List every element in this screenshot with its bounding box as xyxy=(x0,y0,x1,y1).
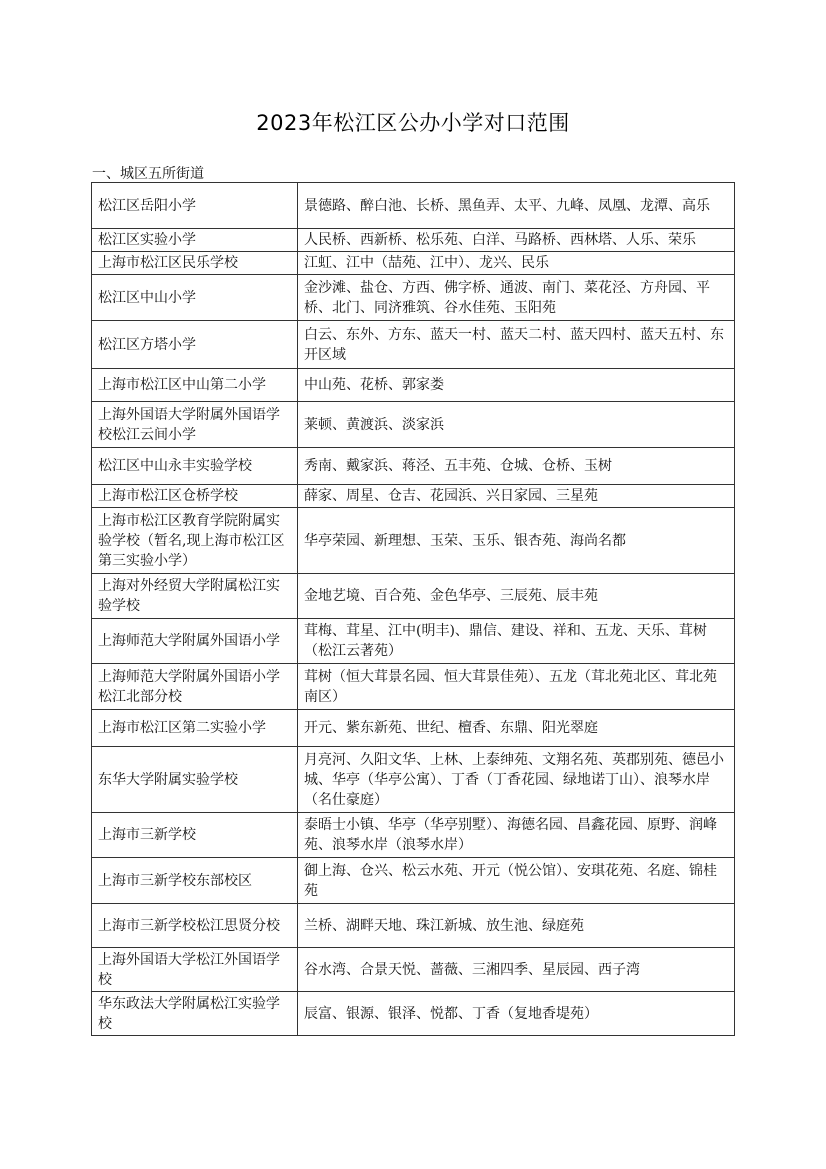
table-row xyxy=(92,904,735,948)
table-row xyxy=(92,229,735,252)
scope-cell: 谷水湾、合景天悦、蔷薇、三湘四季、星辰园、西子湾 xyxy=(298,948,735,992)
enrollment-scope-table xyxy=(91,182,735,1036)
scope-cell: 景德路、醉白池、长桥、黑鱼弄、太平、九峰、凤凰、龙潭、高乐 xyxy=(298,183,735,229)
table-row xyxy=(92,747,735,813)
school-cell: 松江区实验小学 xyxy=(92,229,298,252)
scope-cell: 茸梅、茸星、江中(明丰)、鼎信、建设、祥和、五龙、天乐、茸树（松江云著苑） xyxy=(298,619,735,664)
school-cell: 上海市三新学校东部校区 xyxy=(92,858,298,904)
scope-cell: 莱顿、黄渡浜、淡家浜 xyxy=(298,402,735,448)
school-cell: 上海市松江区中山第二小学 xyxy=(92,369,298,402)
table-row xyxy=(92,710,735,747)
table-row xyxy=(92,183,735,229)
school-cell: 松江区岳阳小学 xyxy=(92,183,298,229)
scope-cell: 中山苑、花桥、郭家娄 xyxy=(298,369,735,402)
table-row xyxy=(92,574,735,619)
scope-cell: 月亮河、久阳文华、上林、上泰绅苑、文翔名苑、英郡别苑、德邑小城、华亭（华亭公寓）、丁香（丁香花园、绿地诺丁山）、浪琴水岸（名仕豪庭） xyxy=(298,747,735,813)
scope-cell: 华亭荣园、新理想、玉荣、玉乐、银杏苑、海尚名都 xyxy=(298,508,735,574)
table-row xyxy=(92,402,735,448)
school-cell: 上海外国语大学附属外国语学校松江云间小学 xyxy=(92,402,298,448)
school-cell: 松江区中山永丰实验学校 xyxy=(92,448,298,485)
scope-cell: 辰富、银源、银泽、悦都、丁香（复地香堤苑） xyxy=(298,992,735,1036)
table-row xyxy=(92,275,735,321)
table-row xyxy=(92,252,735,275)
scope-cell: 金沙滩、盐仓、方西、佛字桥、通波、南门、菜花泾、方舟园、平桥、北门、同济雅筑、谷水佳苑、玉阳苑 xyxy=(298,275,735,321)
page-title: 2023年松江区公办小学对口范围 xyxy=(256,111,570,135)
scope-cell: 金地艺境、百合苑、金色华亭、三辰苑、辰丰苑 xyxy=(298,574,735,619)
scope-cell: 开元、紫东新苑、世纪、檀香、东鼎、阳光翠庭 xyxy=(298,710,735,747)
school-cell: 上海市松江区仓桥学校 xyxy=(92,485,298,508)
scope-cell: 秀南、戴家浜、蒋泾、五丰苑、仓城、仓桥、玉树 xyxy=(298,448,735,485)
table-row xyxy=(92,664,735,710)
scope-cell: 泰晤士小镇、华亭（华亭别墅）、海德名园、昌鑫花园、原野、润峰苑、浪琴水岸（浪琴水岸） xyxy=(298,813,735,858)
school-cell: 上海市松江区第二实验小学 xyxy=(92,710,298,747)
school-cell: 上海市松江区教育学院附属实验学校（暂名,现上海市松江区第三实验小学） xyxy=(92,508,298,574)
school-cell: 上海市三新学校松江思贤分校 xyxy=(92,904,298,948)
table-row xyxy=(92,619,735,664)
table-row xyxy=(92,858,735,904)
school-cell: 上海对外经贸大学附属松江实验学校 xyxy=(92,574,298,619)
scope-cell: 茸树（恒大茸景名园、恒大茸景佳苑）、五龙（茸北苑北区、茸北苑南区） xyxy=(298,664,735,710)
scope-cell: 御上海、仓兴、松云水苑、开元（悦公馆）、安琪花苑、名庭、锦桂苑 xyxy=(298,858,735,904)
table-row xyxy=(92,369,735,402)
scope-cell: 白云、东外、方东、蓝天一村、蓝天二村、蓝天四村、蓝天五村、东开区域 xyxy=(298,321,735,369)
school-cell: 上海市三新学校 xyxy=(92,813,298,858)
table-row xyxy=(92,813,735,858)
school-cell: 华东政法大学附属松江实验学校 xyxy=(92,992,298,1036)
scope-cell: 薛家、周星、仓吉、花园浜、兴日家园、三星苑 xyxy=(298,485,735,508)
table-row xyxy=(92,992,735,1036)
table-row xyxy=(92,485,735,508)
school-cell: 东华大学附属实验学校 xyxy=(92,747,298,813)
school-cell: 松江区中山小学 xyxy=(92,275,298,321)
scope-cell: 兰桥、湖畔天地、珠江新城、放生池、绿庭苑 xyxy=(298,904,735,948)
school-cell: 上海外国语大学松江外国语学校 xyxy=(92,948,298,992)
table-row xyxy=(92,321,735,369)
school-cell: 上海师范大学附属外国语小学 xyxy=(92,619,298,664)
table-row xyxy=(92,508,735,574)
scope-cell: 江虹、江中（喆苑、江中）、龙兴、民乐 xyxy=(298,252,735,275)
school-cell: 上海师范大学附属外国语小学松江北部分校 xyxy=(92,664,298,710)
table-row xyxy=(92,448,735,485)
school-cell: 松江区方塔小学 xyxy=(92,321,298,369)
table-row xyxy=(92,948,735,992)
section-heading: 一、城区五所街道 xyxy=(92,166,204,182)
school-cell: 上海市松江区民乐学校 xyxy=(92,252,298,275)
scope-cell: 人民桥、西新桥、松乐苑、白洋、马路桥、西林塔、人乐、荣乐 xyxy=(298,229,735,252)
